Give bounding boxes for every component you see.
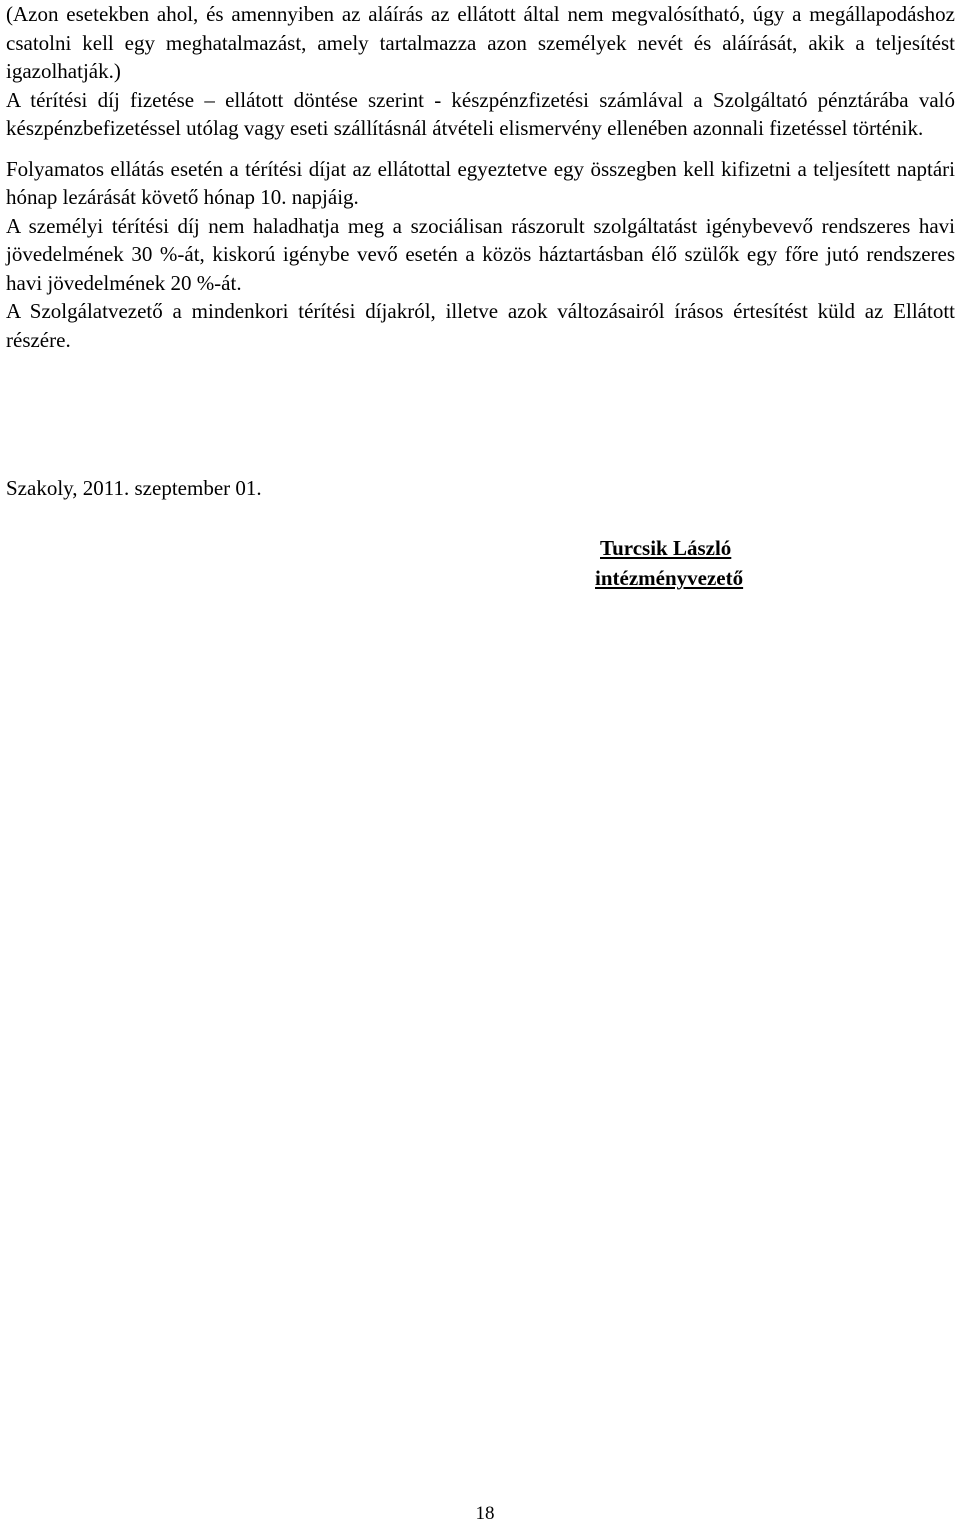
signature-block <box>595 533 743 593</box>
paragraph-notification: A Szolgálatvezető a mindenkori térítési díjakról, illetve azok változásairól írásos értesítést küld az Ellátott részére. <box>6 299 955 352</box>
paragraph-authorization: (Azon esetekben ahol, és amennyiben az aláírás az ellátott által nem megvalósítható, úgy a megállapodáshoz csatolni kell egy meghatalmazást, amely tartalmazza azon személyek nevét és aláírását, akik a teljesítést igazolhatják.) <box>6 2 955 83</box>
signer-title: intézményvezető <box>595 566 744 590</box>
paragraph-continuous-supply: Folyamatos ellátás esetén a térítési díjat az ellátottal egyeztetve egy összegben kell kifizetni a teljesített naptári hónap lezárását követő hónap 10. napjáig. <box>6 156 955 209</box>
page-number: 18 <box>475 1503 495 1524</box>
paragraph-fee-limit: A személyi térítési díj nem haladhatja meg a szociálisan rászorult szolgáltatást igénybevevő rendszeres havi jövedelmének 30 %-át, kiskorú igénybe vevő esetén a közös háztartásban élő szülők egy főre jutó rendszeres havi jövedelmének 20 %-át. <box>6 213 955 295</box>
place-date: Szakoly, 2011. szeptember 01. <box>6 476 262 500</box>
signer-name: Turcsik László <box>600 536 732 560</box>
paragraph-payment-method: A térítési díj fizetése – ellátott döntése szerint - készpénzfizetési számlával a Szolgáltató pénztárába való készpénzbefizetéssel utólag vagy eseti szállításnál átvételi elismervény ellenében azonnali fizetéssel történik. <box>6 87 955 140</box>
document-page <box>6 0 955 1537</box>
